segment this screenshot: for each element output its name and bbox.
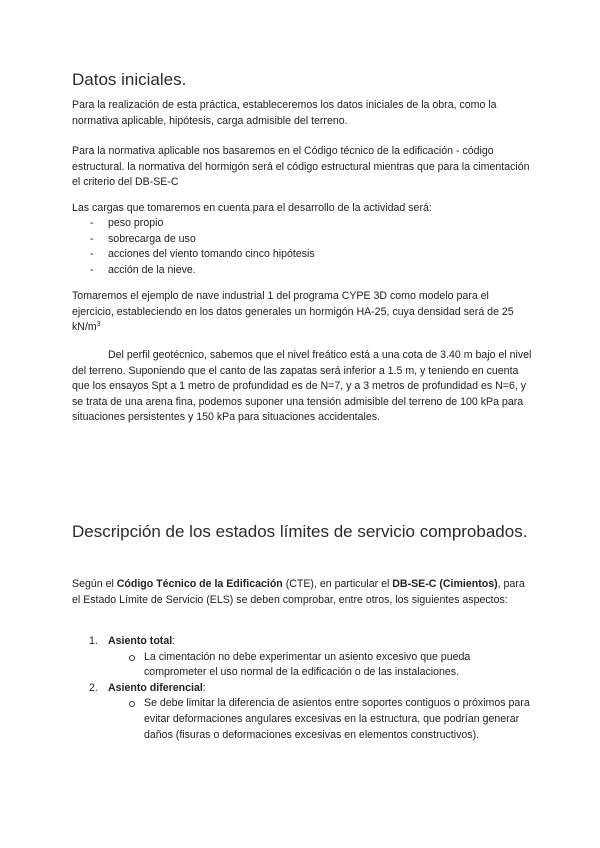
els-checks-list bbox=[72, 634, 532, 743]
intro-text-1: Según el bbox=[72, 578, 117, 590]
intro-bold-dbsec: DB-SE-C (Cimientos) bbox=[392, 578, 498, 590]
paragraph-cargas: Las cargas que tomaremos en cuenta para el desarrollo de la actividad será: bbox=[72, 202, 432, 214]
section-title-estados-limites: Descripción de los estados límites de servicio comprobados. bbox=[72, 522, 528, 541]
paragraph-geotecnico: Del perfil geotécnico, sabemos que el nivel freático está a una cota de 3.40 m bajo el nivel del terreno. Suponiendo que el canto de las zapatas será inferior a 1.5 m, y teniendo en cuenta que los ensayos Spt a 1 metro de profundidad es de N=7, y a 3 metros de profundidad es N=6, y se trata de una arena fina, podemos suponer una tensión admisible del terreno de 100 kPa para situaciones persistentes y 150 kPa para situaciones accidentales. bbox=[72, 349, 532, 424]
list-item: - acción de la nieve. bbox=[72, 263, 315, 279]
list-number: 1. bbox=[89, 635, 98, 647]
item-title: Asiento diferencial bbox=[108, 681, 203, 694]
paragraph-modelo-text: Tomaremos el ejemplo de nave industrial 1 del programa CYPE 3D como modelo para el ejercicio, estableciendo en los datos generales un hormigón HA-25, cuya densidad será de 25 kN/m bbox=[72, 290, 514, 334]
paragraph-modelo bbox=[72, 289, 532, 336]
intro-text-2: (CTE), en particular el bbox=[282, 578, 393, 590]
list-item-asiento-total bbox=[72, 634, 532, 681]
paragraph-normativa: Para la normativa aplicable nos basaremos en el Código técnico de la edificación - código estructural. la normativa del hormigón será el código estructural mientras que para la cimentación el criterio del DB-SE-C bbox=[72, 145, 530, 189]
list-item: - peso propio bbox=[72, 216, 315, 232]
item-suffix: : bbox=[202, 681, 206, 694]
sub-list bbox=[108, 650, 532, 681]
section-title-datos-iniciales: Datos iniciales. bbox=[72, 70, 187, 89]
intro-bold-cte: Código Técnico de la Edificación bbox=[116, 578, 283, 590]
item-suffix: : bbox=[172, 635, 176, 647]
loads-list bbox=[72, 216, 315, 278]
sub-list bbox=[108, 696, 532, 743]
paragraph-cte-intro bbox=[72, 577, 532, 608]
list-item-asiento-diferencial bbox=[72, 681, 532, 743]
superscript-exponent: 3 bbox=[96, 321, 101, 329]
sub-list-item: La cimentación no debe experimentar un asiento excesivo que pueda comprometer el uso normal de la edificación o de las instalaciones. bbox=[108, 650, 532, 681]
list-number: 2. bbox=[89, 681, 98, 694]
intro-text-3: , para el Estado Límite de Servicio (ELS) se deben comprobar, entre otros, los siguientes aspectos: bbox=[72, 578, 525, 606]
list-item: - sobrecarga de uso bbox=[72, 232, 315, 248]
paragraph-intro: Para la realización de esta práctica, estableceremos los datos iniciales de la obra, como la normativa aplicable, hipótesis, carga admisible del terreno. bbox=[72, 99, 497, 127]
sub-list-item: Se debe limitar la diferencia de asientos entre soportes contiguos o próximos para evitar deformaciones angulares excesivas en la estructura, que podrían generar daños (fisuras o deformaciones excesivas en elementos constructivos). bbox=[108, 696, 532, 743]
list-item: - acciones del viento tomando cinco hipótesis bbox=[72, 247, 315, 263]
item-title: Asiento total bbox=[108, 635, 173, 647]
